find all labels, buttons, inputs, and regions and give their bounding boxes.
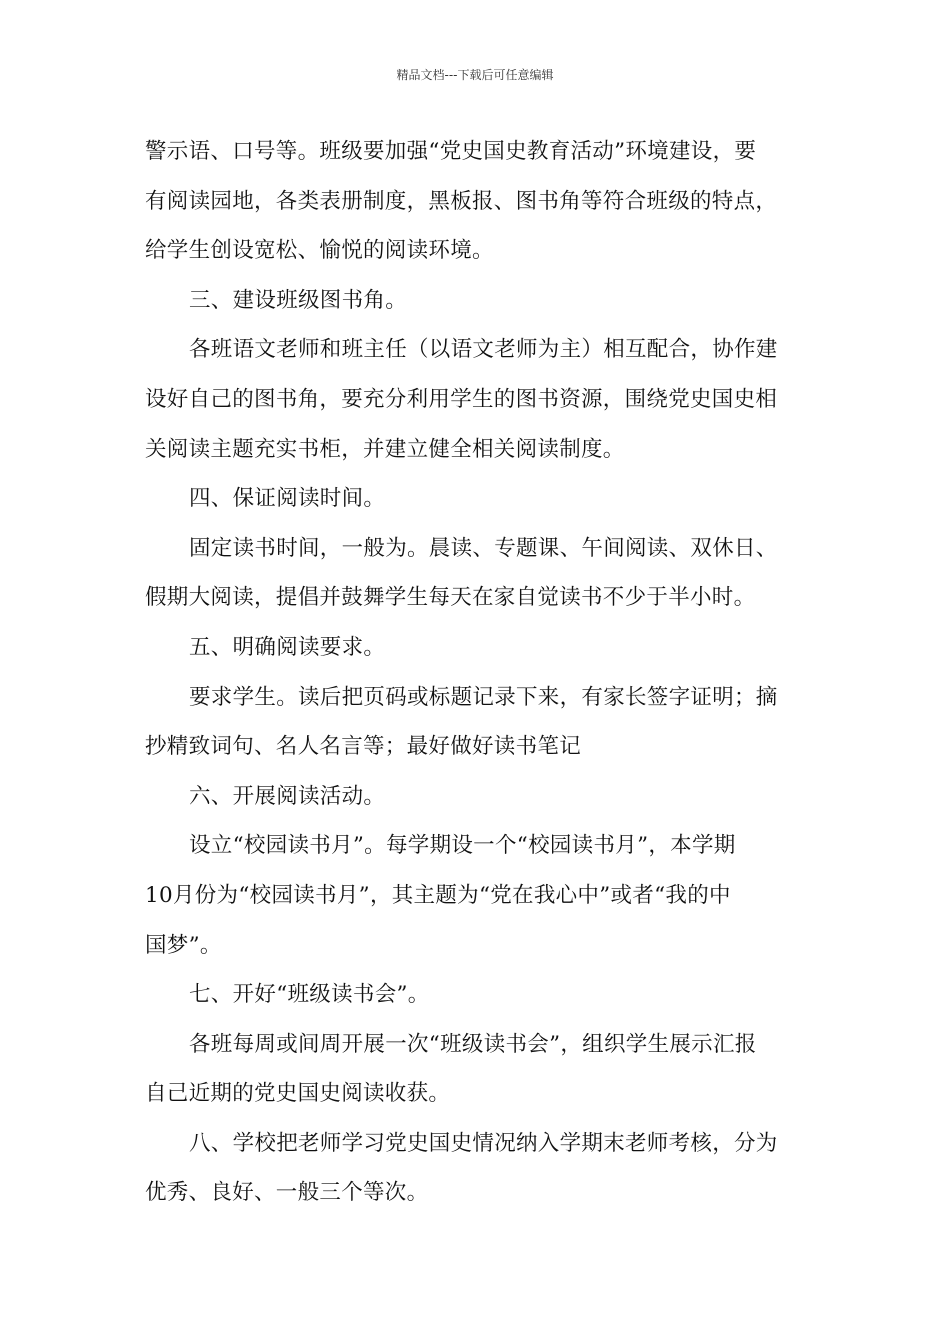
- text-line: 设立“校园读书月”。每学期设一个“校园读书月”，本学期: [189, 833, 736, 859]
- text-line: 固定读书时间，一般为。晨读、专题课、午间阅读、双休日、: [189, 535, 778, 561]
- text-line: 三、建设班级图书角。: [189, 287, 408, 313]
- paragraph: [145, 325, 810, 474]
- document-body: [145, 127, 810, 1218]
- text-line: 八、学校把老师学习党史国史情况纳入学期末老师考核，分为: [189, 1130, 778, 1156]
- text-line: 各班语文老师和班主任（以语文老师为主）相互配合，协作建: [189, 337, 778, 363]
- text-line: 给学生创设宽松、愉悦的阅读环境。: [145, 238, 494, 264]
- text-line: 警示语、口号等。班级要加强“党史国史教育活动”环境建设，要: [145, 139, 757, 164]
- text-line: 有阅读园地，各类表册制度，黑板报、图书角等符合班级的特点，: [145, 188, 778, 214]
- paragraph: [145, 623, 810, 673]
- paragraph: [145, 1119, 810, 1218]
- text-line: 要求学生。读后把页码或标题记录下来，有家长签字证明；摘: [189, 684, 778, 710]
- text-line: 各班每周或间周开展一次“班级读书会”，组织学生展示汇报: [189, 1031, 757, 1057]
- text-line: 关阅读主题充实书柜，并建立健全相关阅读制度。: [145, 436, 625, 462]
- text-line: 六、开展阅读活动。: [189, 783, 386, 809]
- paragraph: [145, 970, 810, 1020]
- text-line: 设好自己的图书角，要充分利用学生的图书资源，围绕党史国史相: [145, 386, 778, 412]
- text-line: 七、开好“班级读书会”。: [189, 982, 430, 1008]
- text-line: 国梦”。: [145, 932, 222, 958]
- paragraph: [145, 474, 810, 524]
- paragraph: [145, 276, 810, 326]
- text-line: 优秀、良好、一般三个等次。: [145, 1180, 429, 1206]
- paragraph: [145, 127, 810, 276]
- paragraph: [145, 1020, 810, 1119]
- paragraph: [145, 524, 810, 623]
- text-line: 五、明确阅读要求。: [189, 634, 386, 660]
- text-line: 假期大阅读，提倡并鼓舞学生每天在家自觉读书不少于半小时。: [145, 585, 756, 611]
- page-header: 精品文档---下载后可任意编辑: [396, 68, 554, 82]
- text-line: 四、保证阅读时间。: [189, 486, 386, 512]
- text-line: 10月份为“校园读书月”，其主题为“党在我心中”或者“我的中: [145, 882, 731, 908]
- text-line: 抄精致词句、名人名言等；最好做好读书笔记: [145, 734, 582, 760]
- paragraph: [145, 821, 810, 970]
- paragraph: [145, 673, 810, 772]
- text-line: 自己近期的党史国史阅读收获。: [145, 1081, 451, 1107]
- paragraph: [145, 772, 810, 822]
